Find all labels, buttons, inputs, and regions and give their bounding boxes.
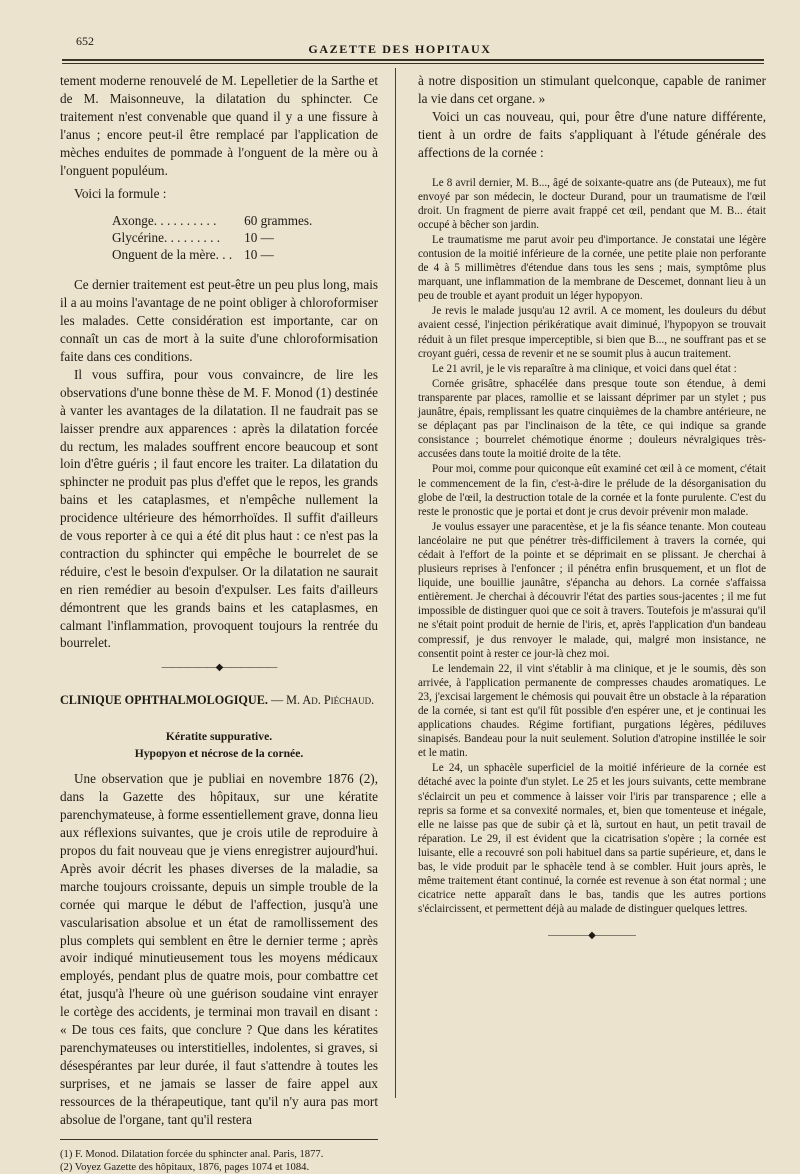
left-column <box>60 72 378 1174</box>
page-number: 652 <box>76 34 94 48</box>
formula-table <box>112 213 312 264</box>
paragraph: Voici un cas nouveau, qui, pour être d'une nature différente, tient à un ordre de faits s'appliquant à l'étude générale des affections de la cornée : <box>418 108 766 160</box>
section-title: CLINIQUE OPHTHALMOLOGIQUE. <box>60 693 268 708</box>
formula-row <box>112 247 312 264</box>
article-subtitle-2: Hypopyon et nécrose de la cornée. <box>134 747 304 761</box>
observation-paragraph: Le 24, un sphacèle superficiel de la moitié inférieure de la cornée est détaché avec la pointe d'un stylet. Le 25 et les jours suivants, cette membrane s'éclaircit un peu et commence à laisser voir l'iris par transparence ; elle a repris sa forme et sa convexité normales, et, bien que tomenteuse et inégale, elle ne laisse pas que de subir çà et là, surtout en haut, un petit travail de réparation. Le 29, il est évident que la cicatrisation s'opère ; la cornée est luisante, elle a recouvré son poli habituel dans sa partie supérieure, et, dans le bas, le vide produit par le sphacèle tend à se combler. Huit jours après, le même traitement étant continué, la cornée est revenue à son état normal ; une cicatrice nette apparaît dans le bas, tandis que les autres portions s'éclaircissent, et permettent déjà au malade de distinguer quelques lettres. <box>418 762 766 916</box>
section-separator: ——————◆—————— <box>161 662 277 674</box>
formula-intro: Voici la formule : <box>74 186 167 202</box>
ingredient-name: Glycérine. . . . . . . . . <box>112 230 221 246</box>
right-column <box>418 72 766 941</box>
observation-paragraph: Cornée grisâtre, sphacélée dans presque toute son étendue, à demi transparente par places, ramollie et se laissant déprimer par un stylet ; pus jaunâtre, épais, remplissant les quatre cinquièmes de la chambre antérieure, ne se déplaçant pas par l'inclinaison de la tête, ce qui indique sa grande consistance ; bourrelet chémotique énorme ; douleurs névralgiques très-accusées dans toute la moitié droite de la tête. <box>418 377 766 461</box>
ingredient-qty: 60 grammes. <box>244 213 313 229</box>
paragraph: Il vous suffira, pour vous convaincre, de lire les observations d'une bonne thèse de M. F. Monod (1) destinée à vanter les avantages de la dilatation. Il ne faudrait pas se laisser prendre aux apparences : après la dilatation forcée du rectum, les malades souffrent encore beaucoup et sont loin d'être guéris ; il faut encore les traiter. La dilatation du sphincter ne produit pas plus d'effet que le repos, les grands bains et les cataplasmes, et n'empêche nullement la procidence ultérieure des hémorrhoïdes. Il suffit d'ailleurs de vous reporter à ce qui a été dit plus haut : ce n'est pas la contraction du sphincter qui empêche le bourrelet de se réduire, c'est le besoin d'expulser. Or la dilatation ne saurait en rien remédier au besoin d'expulser. Les faits d'ailleurs démontrent que les grands bains et les cataplasmes, en calmant l'inflammation, provoquent toujours la rentrée du bourrelet. <box>60 366 378 651</box>
section-author: — M. Ad. Piéchaud. <box>270 693 375 708</box>
observation-paragraph: Je voulus essayer une paracentèse, et je la fis séance tenante. Mon couteau lancéolaire ne put que pénétrer très-difficilement à travers la cornée, qui cédait à l'effort de la pointe et se déprimait en se plissant. Je cherchai à plusieurs reprises à l'enfoncer ; il pénétra enfin brusquement, et un flot de liquide, une bouillie jaunâtre, s'épancha au dehors. La cornée s'affaissa entièrement. Je cherchai à découvrir l'état des parties sous-jacentes ; il me fut impossible de distinguer quoi que ce soit à travers. Toutefois je m'assurai qu'il ne s'était point produit de hernie de l'iris, et, après l'application d'un bandeau compressif, je dus renvoyer le malade, qui, malgré mon insistance, ne consentit point à rester ce jour-là chez moi. <box>418 520 766 660</box>
header-rule <box>62 59 764 61</box>
observation-paragraph: Le 21 avril, je le vis reparaître à ma clinique, et voici dans quel état : <box>432 362 737 375</box>
observation-paragraph: Je revis le malade jusqu'au 12 avril. A ce moment, les douleurs du début avaient cessé, l'injection périkératique avait diminué, l'hypopyon se trouvait réduit à un filet presque imperceptible, si bien que B..., ne souffrant pas et se croyant guéri, cessa de revenir et ne se soumit plus à aucun traitement. <box>418 305 766 360</box>
header-rule-thin <box>62 63 764 64</box>
footnote: (1) F. Monod. Dilatation forcée du sphincter anal. Paris, 1877. <box>60 1148 324 1160</box>
observation-paragraph: Le lendemain 22, il vint s'établir à ma clinique, et je le soumis, dès son arrivée, à l'application permanente de compresses chaudes aromatiques. Le 23, j'excisai largement le chémosis qui pouvait être un obstacle à la réparation de la cornée, si tant est qu'il fût possible d'en espérer une, et je continuai les applications chaudes. Régime fortifiant, purgations légères, pédiluves sinapisés. Bandeau pour la nuit seulement. Solution d'atropine instillée le soir et le matin. <box>418 662 766 760</box>
paragraph: Une observation que je publiai en novembre 1876 (2), dans la Gazette des hôpitaux, sur une kératite parenchymateuse, à forme essentiellement grave, donna lieu aux réflexions suivantes, que je crois utile de reproduire à propos du fait nouveau que je viens enregistrer aujourd'hui. Après avoir décrit les phases diverses de la maladie, sa marche toujours croissante, depuis un simple trouble de la cornée qui marque le début de l'affection, jusqu'à une vascularisation absolue et un état de ramollissement des plus complets qui semblent en être le dernier terme ; après avoir indiqué minutieusement tous les moyens médicaux employés, pendant plus de quatre mois, pour combattre cet état, jusqu'à l'heure où une guérison soudaine vint enrayer le cortège des accidents, je terminai mon travail en disant : « De tous ces faits, que conclure ? Que dans les kératites parenchymateuses ou interstitielles, indolentes, si graves, si désespérantes par leur durée, il faut s'attendre à toutes les surprises, et ne jamais se lasser de faire appel aux ressources de la thérapeutique, tant qu'il n'y aura pas mort absolue de l'organe, tant qu'il restera <box>60 771 378 1127</box>
footnote: (2) Voyez Gazette des hôpitaux, 1876, pages 1074 et 1084. <box>60 1161 310 1173</box>
paragraph: Ce dernier traitement est peut-être un peu plus long, mais il a au moins l'avantage de ne point obliger à chloroformiser les malades. Cette considération est importante, car on connaît un cas de mort à la suite d'une chloroformisation faite dans ces conditions. <box>60 277 378 364</box>
formula-row <box>112 213 312 230</box>
observation-paragraph: Pour moi, comme pour quiconque eût examiné cet œil à ce moment, c'était le commencement de la fin, c'est-à-dire le prélude de la désorganisation du globe de l'œil, la destruction totale de la cornée et la fonte purulente. C'est du reste le pronostic que je portai et dont je crus devoir prévenir mon malade. <box>418 463 766 518</box>
end-separator: ————◆———— <box>548 930 636 942</box>
ingredient-qty: 10 — <box>244 247 274 263</box>
observation-paragraph: Le traumatisme me parut avoir peu d'importance. Je constatai une légère contusion de la moitié inférieure de la cornée, une petite plaie non perforante de 4 à 5 millimètres d'étendue dans tous les sens ; mais, symptôme plus marquant, une inflammation de la membrane de Descemet, donnant lieu à un peu de trouble et ayant produit un léger hypopyon. <box>418 233 766 303</box>
article-subtitle: Kératite suppurative. <box>165 730 273 744</box>
running-header: GAZETTE DES HOPITAUX <box>308 42 492 56</box>
paragraph: à notre disposition un stimulant quelconque, capable de ranimer la vie dans cet organe. » <box>418 73 766 106</box>
formula-row <box>112 230 312 247</box>
column-divider <box>395 68 396 1098</box>
paragraph: tement moderne renouvelé de M. Lepelletier de la Sarthe et de M. Maisonneuve, la dilatation du sphincter. Ce traitement n'est convenable que quand il y a une fissure à l'anus ; encore peut-il être remplacé par l'application de mèches enduites de pommade à l'onguent de la mère ou à l'onguent populéum. <box>60 73 378 178</box>
ingredient-qty: 10 — <box>244 230 274 246</box>
footnote-rule <box>60 1139 378 1140</box>
observation-paragraph: Le 8 avril dernier, M. B..., âgé de soixante-quatre ans (de Puteaux), me fut envoyé par son médecin, le docteur Durand, pour un traumatisme de l'œil droit. Un fragment de pierre avait frappé cet œil, pendant que M. B... était occupé à bêcher son jardin. <box>418 176 766 231</box>
section-heading <box>60 693 378 708</box>
ingredient-name: Onguent de la mère. . . <box>112 247 233 263</box>
ingredient-name: Axonge. . . . . . . . . . <box>112 213 217 229</box>
